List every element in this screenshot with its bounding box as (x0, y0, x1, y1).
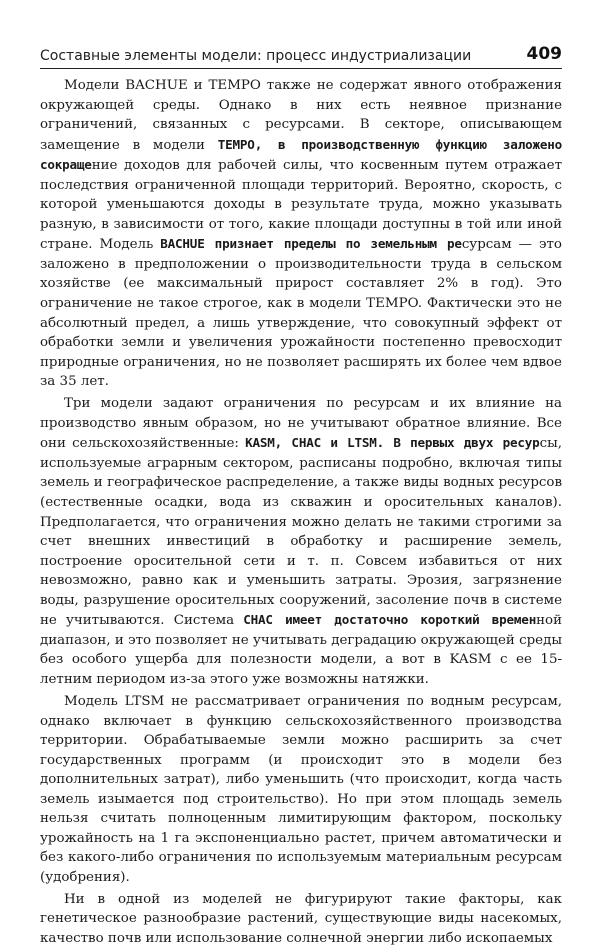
page-number: 409 (526, 44, 562, 64)
paragraph: Модель LTSM не рассматривает ограничения по водным ресурсам, однако включает в функцию сельскохозяйственного производства территории. Обрабатываемые земли можно расширить за счет государственных программ (и происходит это в модели без дополнительных затрат), либо уменьшить (что происходит, когда часть земель изымается под строительство). Но при этом площадь земель нельзя считать полноценным лимитирующим фактором, поскольку урожайность на 1 га экспоненциально растет, причем автоматически и без какого-либо ограничения по используемым материальным ресурсам (удобрения). (40, 693, 562, 885)
body-text (40, 76, 562, 951)
text-run: ной диапазон, и это позволяет не учитывать деградацию окружающей среды без особого ущерба для полезности модели, а вот в KASM с ее 15-летним периодом из-за этого уже возможны натяжки. (40, 613, 562, 687)
text-run: сурсам — это заложено в предположении о производительности труда в сельском хозяйстве (ее максимальный прирост составляет 2% в год). Это ограничение не такое строгое, как в модели TEMPO. Фактически это не абсолютный предел, а лишь утверждение, что совокупный эффект от обработки земли и увеличения урожайности постепенно превосходит природные ограничения, но не позволяет расширять их более чем вдвое за 35 лет. (40, 237, 562, 390)
text-run: сы, используемые аграрным сектором, расписаны подробно, включая типы земель и географическое распределение, а также виды водных ресурсов (естественные осадки, вода из скважин и оросительных каналов). Предполагается, что ограничения можно делать не такими строгими за счет внешних инвестиций в обработку и расширение земель, построение оросительной сети и т. п. Совсем избавиться от них невозможно, равно как и уменьшить затраты. Эрозия, загрязнение воды, разрушение оросительных сооружений, засоление почв в системе не учитываются. Система (40, 436, 562, 629)
running-header (40, 44, 562, 69)
paragraph (40, 394, 562, 689)
paragraph (40, 76, 562, 392)
highlighted-text: TEMPO, в производственную функцию заложено сокраще (40, 136, 562, 173)
text-run: ние доходов для рабочей силы, что косвенным путем отражает последствия ограниченной площади территорий. Вероятно, скорость, с которой уменьшаются доходы в результате труда, можно указывать разную, в зависимости от того, какие площади доступны в той или иной стране. Модель (40, 158, 562, 253)
section-title: Составные элементы модели: процесс индустриализации (40, 48, 472, 64)
text-run: Три модели задают ограничения по ресурсам и их влияние на производство явным образом, но не учитывают обратное влияние. Все они сельскохозяйственные: (40, 396, 562, 452)
highlighted-text: KASM, CHAC и LTSM. В первых двух ресур (245, 435, 540, 451)
highlighted-text: CHAC имеет достаточно короткий времен (243, 612, 537, 628)
highlighted-text: BACHUE признает пределы по земельным ре (160, 236, 462, 252)
paragraph: Ни в одной из моделей не фигурируют такие факторы, как генетическое разнообразие растений, существующие виды насекомых, качество почв или использование солнечной энергии либо ископаемых (40, 891, 562, 947)
text-run: Модели BACHUE и TEMPO также не содержат явного отображения окружающей среды. Однако в них есть неявное признание ограничений, связанных с ресурсами. В секторе, описывающем замещение в модели (40, 78, 562, 153)
